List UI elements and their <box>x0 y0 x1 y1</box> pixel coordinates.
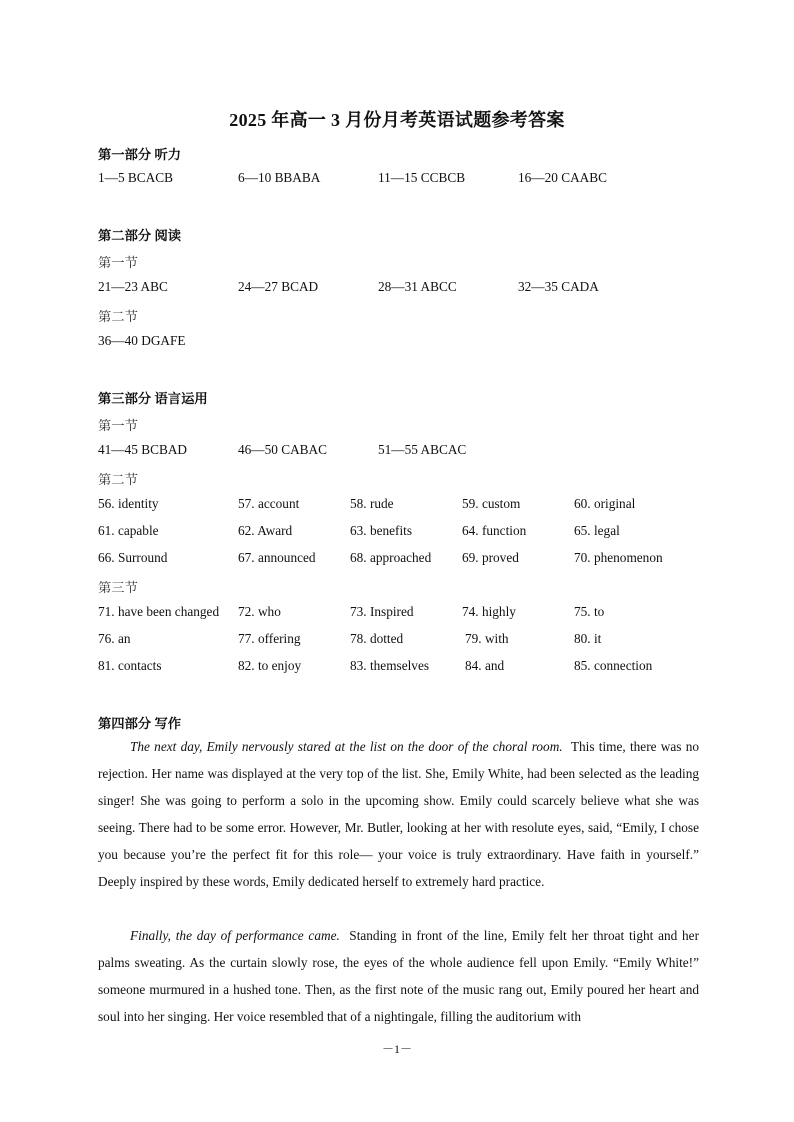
section-label: 第一节 <box>98 255 138 270</box>
answer-group: 41—45 BCBAD <box>98 442 188 457</box>
answer-item: 68. approached <box>350 550 432 565</box>
answer-group: 36—40 DGAFE <box>98 333 186 348</box>
answer-item: 60. original <box>574 496 636 511</box>
answer-item: 75. to <box>574 604 605 619</box>
answer-item: 76. an <box>98 631 131 646</box>
answer-group: 16—20 CAABC <box>518 170 608 185</box>
answer-group: 46—50 CABAC <box>238 442 328 457</box>
answer-item: 77. offering <box>238 631 301 646</box>
answer-group: 21—23 ABC <box>98 279 168 294</box>
answer-item: 83. themselves <box>350 658 430 673</box>
answer-item: 85. connection <box>574 658 653 673</box>
answer-item: 74. highly <box>462 604 516 619</box>
essay-paragraph-1 <box>98 733 699 895</box>
answer-item: 79. with <box>465 631 509 646</box>
paragraph-lead-sentence: Finally, the day of performance came. <box>130 928 340 943</box>
answer-item: 72. who <box>238 604 281 619</box>
section-label: 第二节 <box>98 472 138 487</box>
paragraph-body: Standing in front of the line, Emily felt her throat tight and her palms sweating. As the curtain slowly rose, the eyes of the whole audience fell upon Emily. “Emily White!” someone murmured in a hushed tone. Then, as the first note of the music rang out, Emily poured her heart and soul into her singing. Her voice resembled that of a nightingale, filling the auditorium with <box>98 928 699 1024</box>
answer-item: 70. phenomenon <box>574 550 663 565</box>
answer-item: 66. Surround <box>98 550 168 565</box>
answer-item: 78. dotted <box>350 631 404 646</box>
paragraph-body: This time, there was no rejection. Her name was displayed at the very top of the list. She, Emily White, had been selected as the leading singer! She was going to perform a solo in the upcoming show. Emily could scarcely believe what she was seeing. There had to be some error. However, Mr. Butler, looking at her with resolute eyes, said, “Emily, I chose you because you’re the perfect fit for this role— your voice is truly extraordinary. Have faith in yourself.” Deeply inspired by these words, Emily dedicated herself to extremely hard practice. <box>98 739 699 889</box>
answer-item: 69. proved <box>462 550 519 565</box>
part4-heading: 第四部分 写作 <box>98 716 182 731</box>
answer-item: 67. announced <box>238 550 316 565</box>
part1-heading: 第一部分 听力 <box>98 147 182 162</box>
answer-item: 84. and <box>465 658 505 673</box>
essay-paragraph-2 <box>98 922 699 1030</box>
page-number: －1－ <box>381 1042 412 1056</box>
answer-item: 63. benefits <box>350 523 413 538</box>
answer-item: 56. identity <box>98 496 159 511</box>
section-label: 第三节 <box>98 580 138 595</box>
answer-item: 64. function <box>462 523 527 538</box>
answer-item: 57. account <box>238 496 300 511</box>
paragraph-lead-sentence: The next day, Emily nervously stared at the list on the door of the choral room. <box>130 739 563 754</box>
answer-group: 24—27 BCAD <box>238 279 319 294</box>
answer-item: 73. Inspired <box>350 604 414 619</box>
answer-item: 65. legal <box>574 523 620 538</box>
answer-item: 61. capable <box>98 523 159 538</box>
answer-group: 6—10 BBABA <box>238 170 321 185</box>
answer-group: 28—31 ABCC <box>378 279 457 294</box>
answer-group: 32—35 CADA <box>518 279 599 294</box>
answer-item: 59. custom <box>462 496 521 511</box>
page-title: 2025 年高一 3 月份月考英语试题参考答案 <box>229 110 565 130</box>
answer-group: 51—55 ABCAC <box>378 442 467 457</box>
answer-item: 80. it <box>574 631 602 646</box>
answer-item: 71. have been changed <box>98 604 220 619</box>
part2-heading: 第二部分 阅读 <box>98 228 182 243</box>
section-label: 第二节 <box>98 309 138 324</box>
part3-heading: 第三部分 语言运用 <box>98 391 208 406</box>
answer-item: 82. to enjoy <box>238 658 302 673</box>
answer-item: 58. rude <box>350 496 394 511</box>
answer-item: 62. Award <box>238 523 293 538</box>
answer-item: 81. contacts <box>98 658 162 673</box>
section-label: 第一节 <box>98 418 138 433</box>
answer-group: 11—15 CCBCB <box>378 170 466 185</box>
answer-group: 1—5 BCACB <box>98 170 173 185</box>
